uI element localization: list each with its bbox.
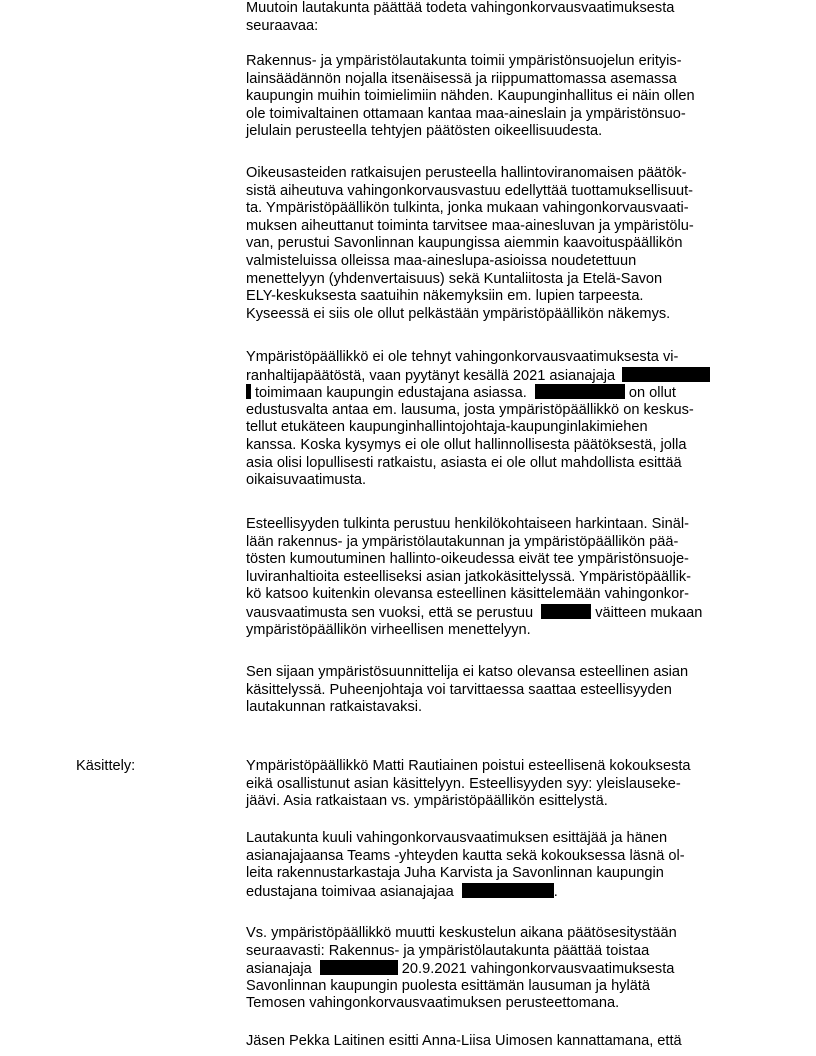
text-line: Sen sijaan ympäristösuunnittelija ei katso olevansa esteellinen asian xyxy=(246,664,689,680)
text-line: Savonlinnan kaupungin puolesta esittämän lausuman ja hylätä xyxy=(246,977,651,994)
text-line: ympäristöpäällikön virheellisen menettelyyn. xyxy=(246,621,531,638)
text-segment: väitteen mukaan xyxy=(595,604,703,621)
text-line: Jäsen Pekka Laitinen esitti Anna-Liisa Uimosen kannattamana, että xyxy=(246,1033,682,1049)
text-line: jelulain perusteella tehtyjen päätösten oikeellisuudesta. xyxy=(246,123,603,140)
text-line: ELY-keskuksesta saatuihin näkemyksiin em. lupien tarpeesta. xyxy=(246,288,644,305)
text-line xyxy=(246,604,766,622)
text-line: kö katsoo kuitenkin olevansa esteellinen käsittelemään vahingonkor- xyxy=(246,586,689,603)
text-line: Vs. ympäristöpäällikkö muutti keskustelun aikana päätösesitystään xyxy=(246,925,677,941)
redaction-box xyxy=(246,384,251,399)
text-line: Temosen vahingonkorvausvaatimuksen perusteettomana. xyxy=(246,995,620,1012)
text-segment: ranhaltijapäätöstä, vaan pyytänyt kesällä 2021 asianajaja xyxy=(246,367,616,384)
text-segment: on ollut xyxy=(628,385,676,402)
text-line: tösten kumoutuminen hallinto-oikeudessa eivät tee ympäristönsuoje- xyxy=(246,551,689,568)
text-line: ole toimivaltainen ottamaan kantaa maa-aineslain ja ympäristönsuo- xyxy=(246,105,686,122)
text-line: Rakennus- ja ympäristölautakunta toimii ympäristönsuojelun erityis- xyxy=(246,53,682,69)
text-line: seuraavaa: xyxy=(246,17,319,34)
text-line: ta. Ympäristöpäällikön tulkinta, jonka mukaan vahingonkorvausvaati- xyxy=(246,200,689,217)
text-line: käsittelyssä. Puheenjohtaja voi tarvittaessa saattaa esteellisyyden xyxy=(246,681,672,698)
text-line: asianajajaansa Teams -yhteyden kautta sekä kokouksessa läsnä ol- xyxy=(246,847,685,864)
text-line: Oikeusasteiden ratkaisujen perusteella hallintoviranomaisen päätök- xyxy=(246,165,687,181)
text-line: tellut etukäteen kaupunginhallintojohtaja-kaupunginlakimiehen xyxy=(246,419,648,436)
text-line: sistä aiheutuva vahingonkorvausvastuu edellyttää tuottamuksellisuut- xyxy=(246,182,693,199)
redaction-box xyxy=(622,367,710,382)
text-line: leita rakennustarkastaja Juha Karvista ja Savonlinnan kaupungin xyxy=(246,865,664,882)
kasittely-paragraph-1 xyxy=(246,758,766,811)
text-line: Ympäristöpäällikkö ei ole tehnyt vahingonkorvausvaatimuksesta vi- xyxy=(246,349,679,365)
paragraph-6 xyxy=(246,664,766,717)
text-line xyxy=(246,384,766,402)
text-line: lään rakennus- ja ympäristölautakunnan ja ympäristöpäällikön pää- xyxy=(246,533,679,550)
text-line: Lautakunta kuuli vahingonkorvausvaatimuksen esittäjää ja hänen xyxy=(246,830,668,846)
redaction-box xyxy=(535,384,625,399)
kasittely-paragraph-4 xyxy=(246,1033,766,1051)
text-line: valmisteluissa olleissa maa-aineslupa-asioissa noudetettuun xyxy=(246,252,637,269)
paragraph-1 xyxy=(246,0,766,35)
redaction-box xyxy=(541,604,591,619)
text-segment: vausvaatimusta sen vuoksi, että se perustuu xyxy=(246,604,534,621)
text-line: Esteellisyyden tulkinta perustuu henkilökohtaiseen harkintaan. Sinäl- xyxy=(246,516,689,532)
text-line xyxy=(246,960,766,978)
text-line: menettelyyn (yhdenvertaisuus) sekä Kuntaliitosta ja Etelä-Savon xyxy=(246,270,663,287)
text-line: muksen aiheuttanut toiminta tarvitsee maa-ainesluvan ja ympäristölu- xyxy=(246,217,694,234)
text-line: asia olisi lopullisesti ratkaistu, asiasta ei ole ollut mahdollista esittää xyxy=(246,454,682,471)
section-label-kasittely: Käsittely: xyxy=(76,758,136,774)
kasittely-paragraph-3 xyxy=(246,925,766,1013)
text-line: lainsäädännön nojalla itsenäisessä ja riippumattomassa asemassa xyxy=(246,70,677,87)
paragraph-5 xyxy=(246,516,766,639)
text-line xyxy=(246,883,766,901)
text-line: Ympäristöpäällikkö Matti Rautiainen poistui esteellisenä kokouksesta xyxy=(246,758,691,774)
text-line: lautakunnan ratkaistavaksi. xyxy=(246,699,423,716)
text-line: kaupungin muihin toimielimiin nähden. Kaupunginhallitus ei näin ollen xyxy=(246,88,695,105)
paragraph-2 xyxy=(246,53,766,141)
text-line: edustusvalta antaa em. lausuma, josta ympäristöpäällikkö on keskus- xyxy=(246,401,694,418)
text-segment: asianajaja xyxy=(246,961,312,978)
text-line: luviranhaltioita esteelliseksi asian jatkokäsittelyssä. Ympäristöpäällik- xyxy=(246,568,692,585)
text-segment: . xyxy=(553,883,558,900)
text-line: kanssa. Koska kysymys ei ole ollut hallinnollisesta päätöksestä, jolla xyxy=(246,436,687,453)
redaction-box xyxy=(320,960,398,975)
paragraph-4 xyxy=(246,349,766,490)
kasittely-paragraph-2 xyxy=(246,830,766,900)
text-segment: toimimaan kaupungin edustajana asiassa. xyxy=(255,385,527,402)
text-segment: edustajana toimivaa asianajajaa xyxy=(246,883,454,900)
paragraph-3 xyxy=(246,165,766,323)
text-line: van, perustui Savonlinnan kaupungissa aiemmin kaavoituspäällikön xyxy=(246,235,683,252)
text-line: oikaisuvaatimusta. xyxy=(246,472,367,489)
text-line: eikä osallistunut asian käsittelyyn. Esteellisyyden syy: yleislauseke- xyxy=(246,775,681,792)
text-line xyxy=(246,367,766,385)
redaction-box xyxy=(462,883,554,898)
text-line: Kyseessä ei siis ole ollut pelkästään ympäristöpäällikön näkemys. xyxy=(246,305,671,322)
text-line: jäävi. Asia ratkaistaan vs. ympäristöpäällikön esittelystä. xyxy=(246,793,608,810)
text-line: Muutoin lautakunta päättää todeta vahingonkorvausvaatimuksesta xyxy=(246,0,675,16)
text-segment: 20.9.2021 vahingonkorvausvaatimuksesta xyxy=(401,961,675,978)
text-line: seuraavasti: Rakennus- ja ympäristölautakunta päättää toistaa xyxy=(246,942,650,959)
